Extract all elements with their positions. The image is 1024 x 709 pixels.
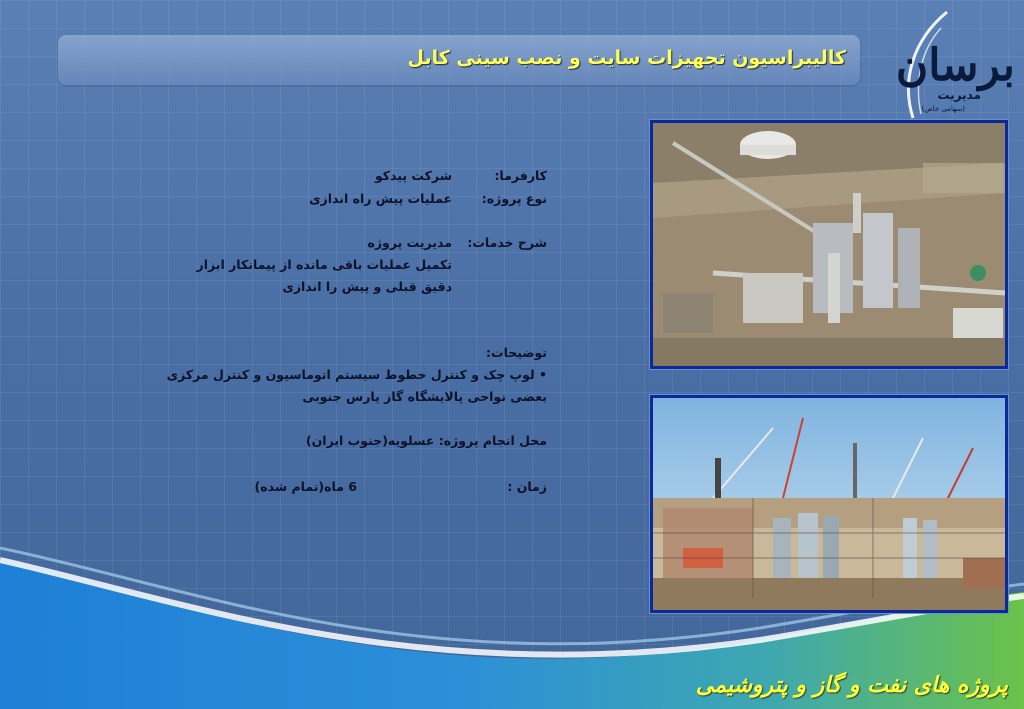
services-line: دقیق قبلی و پیش را اندازی <box>282 279 452 294</box>
refinery-aerial-photo <box>650 120 1008 369</box>
location-value: عسلویه(جنوب ایران) <box>305 433 435 448</box>
construction-site-photo <box>650 395 1008 613</box>
time-value: 6 ماه(تمام شده) <box>254 479 357 494</box>
client-label: کارفرما: <box>494 168 547 183</box>
services-label: شرح خدمات: <box>467 235 547 250</box>
location-row <box>306 433 547 448</box>
notes-label: توضیحات: <box>486 345 547 360</box>
project-type-value: عملیات پیش راه اندازی <box>309 191 452 206</box>
page-title: کالیبراسیون تجهیزات سایت و نصب سینی کابل <box>407 47 846 69</box>
footer-title: پروژه های نفت و گاز و پتروشیمی <box>695 672 1008 698</box>
notes-line: بعضی نواحی پالایشگاه گاز پارس جنوبی <box>302 389 547 404</box>
client-value: شرکت پیدکو <box>374 168 452 183</box>
services-line: مدیریت پروژه <box>367 235 452 250</box>
logo-name: برسان <box>895 40 1015 91</box>
project-type-label: نوع پروژه: <box>481 191 547 206</box>
time-label: زمان : <box>507 479 547 494</box>
location-label: محل انجام پروژه: <box>438 433 547 448</box>
notes-line: • لوپ چک و کنترل خطوط سیستم اتوماسیون و کنترل مرکزی <box>166 367 547 382</box>
logo-subtitle: مدیریت <box>937 88 981 102</box>
logo-small-text: (سهامی خاص) <box>921 105 965 113</box>
services-line: تکمیل عملیات باقی مانده از پیمانکار ابزار <box>196 257 452 272</box>
